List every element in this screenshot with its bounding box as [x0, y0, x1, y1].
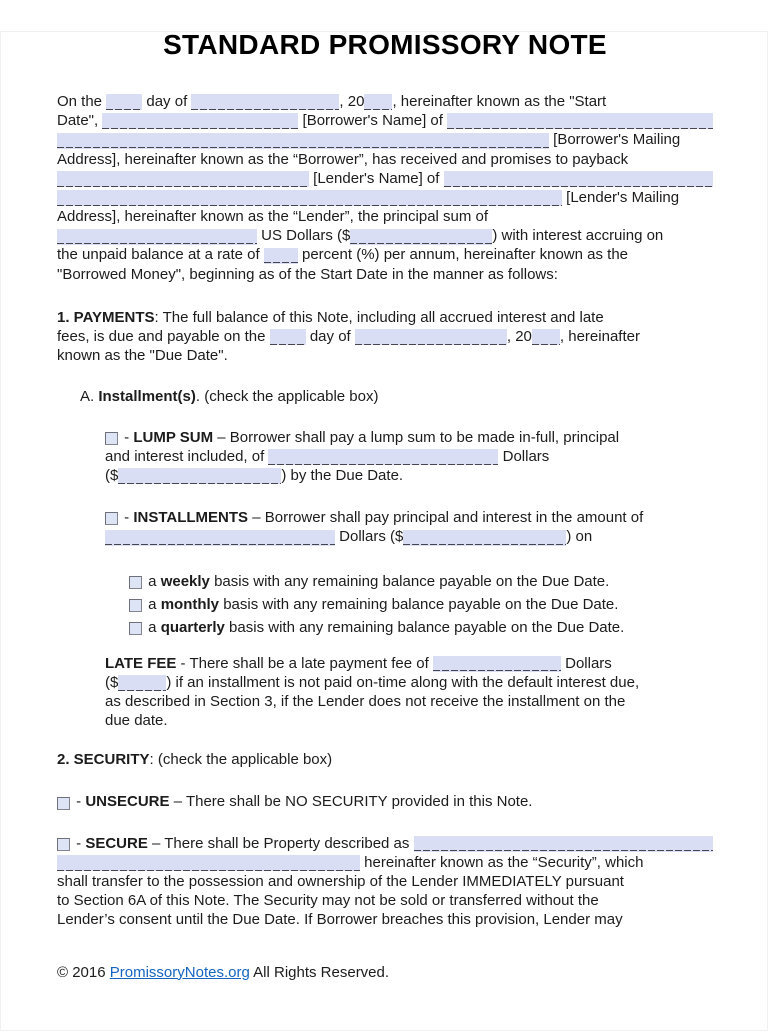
- text-run: due date.: [105, 712, 168, 730]
- text-line: [57, 853, 713, 872]
- text-line: [105, 711, 713, 730]
- fill-blank[interactable]: [355, 329, 507, 345]
- text-run: : The full balance of this Note, including all accrued interest and late: [154, 308, 604, 326]
- text-run: Date",: [57, 112, 103, 130]
- text-run: Dollars: [560, 654, 612, 672]
- text-run: basis with any remaining balance payable on the Due Date.: [224, 619, 625, 637]
- text-line: [57, 246, 713, 265]
- text-run-bold: Installment(s): [98, 388, 196, 406]
- fill-blank[interactable]: [364, 94, 392, 110]
- text-run: US Dollars ($: [257, 227, 351, 245]
- text-line: [105, 447, 713, 466]
- document-body: [57, 92, 713, 930]
- text-run: -: [72, 793, 86, 811]
- fill-blank[interactable]: [57, 171, 309, 187]
- footer-copyright: © 2016: [57, 963, 110, 981]
- text-line: [57, 872, 713, 891]
- text-line: [105, 673, 713, 692]
- text-run: Dollars ($: [335, 528, 404, 546]
- fill-blank[interactable]: [57, 855, 360, 871]
- text-run-bold: SECURE: [85, 834, 148, 852]
- section-installments-heading: [80, 387, 713, 406]
- fill-blank[interactable]: [270, 329, 306, 345]
- checkbox[interactable]: [57, 838, 70, 851]
- text-line: [57, 308, 713, 327]
- text-run: ($: [105, 673, 119, 691]
- text-run: -: [120, 428, 134, 446]
- checkbox[interactable]: [105, 512, 118, 525]
- section-secure: [57, 834, 713, 930]
- fill-blank[interactable]: [118, 468, 281, 484]
- fill-blank[interactable]: [118, 675, 166, 691]
- section-security-heading: [57, 750, 713, 769]
- text-run: -: [120, 509, 134, 527]
- text-line: [57, 169, 713, 188]
- text-run: -: [72, 834, 86, 852]
- text-run: day of: [142, 92, 192, 110]
- text-run: [Borrower's Mailing: [549, 131, 681, 149]
- checkbox[interactable]: [129, 622, 142, 635]
- fill-blank[interactable]: [57, 133, 549, 149]
- text-line: [57, 111, 713, 130]
- text-run: , 20: [339, 92, 365, 110]
- fill-blank[interactable]: [105, 530, 335, 546]
- text-line: [57, 327, 713, 346]
- text-run: , hereinafter known as the "Start: [392, 92, 607, 110]
- text-run: to Section 6A of this Note. The Security may not be sold or transferred without the: [57, 892, 599, 910]
- text-line: [57, 910, 713, 929]
- text-line: [57, 834, 713, 853]
- text-run: – Borrower shall pay principal and interest in the amount of: [248, 509, 644, 527]
- text-run: : (check the applicable box): [149, 751, 333, 769]
- text-run: as described in Section 3, if the Lender does not receive the installment on the: [105, 692, 626, 710]
- text-line: [105, 692, 713, 711]
- text-line: [57, 92, 713, 111]
- text-run-bold: LUMP SUM: [133, 428, 214, 446]
- fill-blank[interactable]: [444, 171, 713, 187]
- text-run: - There shall be a late payment fee of: [176, 654, 433, 672]
- text-run: shall transfer to the possession and ownership of the Lender IMMEDIATELY pursuant: [57, 873, 624, 891]
- text-line: [57, 207, 713, 226]
- text-line: [105, 527, 713, 546]
- text-run: fees, is due and payable on the: [57, 328, 270, 346]
- text-run: a: [144, 619, 161, 637]
- text-run-bold: UNSECURE: [85, 793, 170, 811]
- text-run-bold: INSTALLMENTS: [133, 509, 249, 527]
- text-run: [Borrower's Name] of: [298, 112, 448, 130]
- text-run: [Lender's Mailing: [562, 188, 680, 206]
- text-line: [57, 265, 713, 284]
- checkbox[interactable]: [105, 432, 118, 445]
- text-run: Lender’s consent until the Due Date. If Borrower breaches this provision, Lender may: [57, 911, 623, 929]
- fill-blank[interactable]: [264, 248, 298, 264]
- text-line: [57, 226, 713, 245]
- text-line: [57, 150, 713, 169]
- document-page: [0, 31, 768, 982]
- text-run-bold: monthly: [160, 596, 220, 614]
- footer: [57, 963, 713, 982]
- text-line: [105, 508, 713, 527]
- text-run: ($: [105, 466, 119, 484]
- text-line: [57, 891, 713, 910]
- fill-blank[interactable]: [268, 449, 498, 465]
- text-run-bold: weekly: [160, 573, 210, 591]
- text-run: – Borrower shall pay a lump sum to be made in-full, principal: [213, 428, 620, 446]
- text-run-bold: 1. PAYMENTS: [57, 308, 155, 326]
- section-installments: [105, 508, 713, 546]
- section-lump-sum: [105, 428, 713, 486]
- text-run: – There shall be NO SECURITY provided in this Note.: [169, 793, 533, 811]
- fill-blank[interactable]: [414, 836, 713, 852]
- footer-link[interactable]: PromissoryNotes.org: [109, 963, 250, 981]
- text-run: – There shall be Property described as: [147, 834, 414, 852]
- section-late-fee: [105, 654, 713, 731]
- footer-rights: All Rights Reserved.: [249, 963, 390, 981]
- fill-blank[interactable]: [532, 329, 560, 345]
- text-run: ) with interest accruing on: [492, 227, 664, 245]
- text-run: a: [144, 573, 161, 591]
- fill-blank[interactable]: [191, 94, 339, 110]
- text-run: On the: [57, 92, 107, 110]
- text-run-bold: quarterly: [160, 619, 225, 637]
- text-line: [57, 750, 713, 769]
- text-line: [80, 387, 713, 406]
- text-line: [57, 188, 713, 207]
- text-run: a: [144, 596, 161, 614]
- text-run: Address], hereinafter known as the “Lender”, the principal sum of: [57, 208, 489, 226]
- fill-blank[interactable]: [102, 113, 298, 129]
- text-run: percent (%) per annum, hereinafter known as the: [297, 246, 629, 264]
- text-line: [105, 466, 713, 485]
- text-run: Address], hereinafter known as the “Borrower”, has received and promises to payback: [57, 150, 629, 168]
- text-run-bold: LATE FEE: [105, 654, 177, 672]
- checkbox[interactable]: [129, 599, 142, 612]
- fill-blank[interactable]: [106, 94, 142, 110]
- fill-blank[interactable]: [57, 229, 257, 245]
- text-line: [57, 346, 713, 365]
- section-payments: [57, 308, 713, 366]
- text-run: and interest included, of: [105, 447, 269, 465]
- text-run: , hereinafter: [559, 328, 640, 346]
- text-line: [129, 592, 713, 615]
- fill-blank[interactable]: [433, 656, 561, 672]
- checkbox[interactable]: [129, 576, 142, 589]
- text-run: day of: [305, 328, 355, 346]
- fill-blank[interactable]: [57, 190, 562, 206]
- fill-blank[interactable]: [447, 113, 713, 129]
- text-run: ) if an installment is not paid on-time along with the default interest due,: [166, 673, 640, 691]
- fill-blank[interactable]: [350, 229, 492, 245]
- text-run: "Borrowed Money", beginning as of the Start Date in the manner as follows:: [57, 265, 558, 283]
- section-unsecure: [57, 793, 713, 812]
- text-line: [57, 793, 713, 812]
- text-run: , 20: [506, 328, 532, 346]
- section-frequency: [129, 569, 713, 638]
- text-run: the unpaid balance at a rate of: [57, 246, 264, 264]
- text-run: ) by the Due Date.: [281, 466, 404, 484]
- text-line: [129, 615, 713, 638]
- text-run: . (check the applicable box): [195, 388, 379, 406]
- text-line: [105, 428, 713, 447]
- checkbox[interactable]: [57, 797, 70, 810]
- text-run: basis with any remaining balance payable on the Due Date.: [209, 573, 610, 591]
- text-run-bold: 2. SECURITY: [57, 751, 150, 769]
- text-line: [57, 130, 713, 149]
- fill-blank[interactable]: [403, 530, 566, 546]
- text-run: A.: [80, 388, 99, 406]
- document-title: STANDARD PROMISSORY NOTE: [163, 29, 607, 60]
- text-run: ) on: [566, 528, 593, 546]
- text-run: known as the "Due Date".: [57, 347, 228, 365]
- text-run: [Lender's Name] of: [309, 169, 444, 187]
- text-line: [105, 654, 713, 673]
- text-line: [129, 569, 713, 592]
- text-run: basis with any remaining balance payable on the Due Date.: [219, 596, 619, 614]
- text-run: hereinafter known as the “Security”, which: [360, 853, 644, 871]
- section-intro: [57, 92, 713, 284]
- text-run: Dollars: [498, 447, 550, 465]
